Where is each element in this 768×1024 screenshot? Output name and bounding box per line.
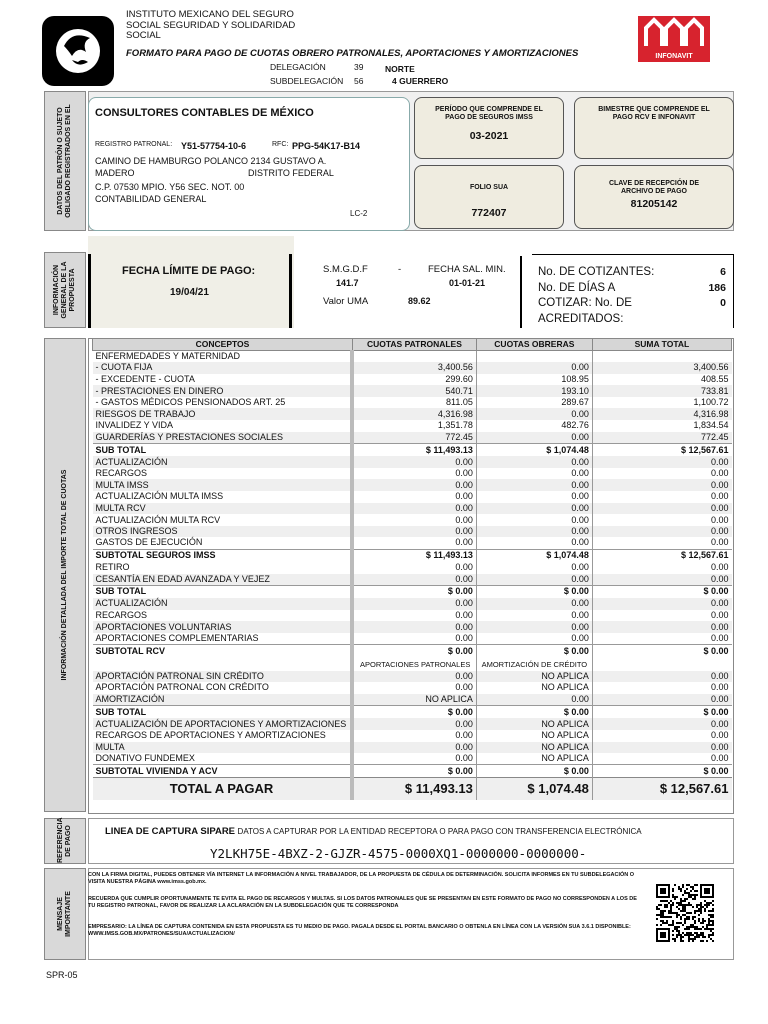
concept-cell: INVALIDEZ Y VIDA — [93, 420, 353, 432]
amount-cell: 289.67 — [476, 397, 592, 409]
concept-cell: MULTA RCV — [93, 503, 353, 515]
uma-value: 89.62 — [408, 296, 431, 306]
amount-cell: 733.81 — [592, 385, 731, 397]
concept-cell: - GASTOS MÉDICOS PENSIONADOS ART. 25 — [93, 397, 353, 409]
amount-cell: $ 0.00 — [592, 645, 731, 658]
concept-cell: RECARGOS — [93, 610, 353, 622]
amount-cell: $ 0.00 — [592, 585, 731, 598]
table-row — [93, 374, 732, 386]
amount-cell: 0.00 — [476, 562, 592, 574]
table-row — [93, 526, 732, 538]
amount-cell: 1,351.78 — [352, 420, 476, 432]
amount-cell: NO APLICA — [476, 730, 592, 742]
amount-cell — [476, 351, 592, 363]
amount-cell: 0.00 — [476, 456, 592, 468]
amount-cell: $ 12,567.61 — [592, 778, 731, 800]
message-paragraph: RECUERDA QUE CUMPLIR OPORTUNAMENTE TE EVITA EL PAGO DE RECARGOS Y MULTAS. SI LOS DATOS PATRONALES QUE SE PRESENTAN EN ESTE FORMATO DE PAGO NO CORRESPONDEN A LOS DE TU REGISTRO PATRONAL, FAVOR DE REALIZAR LA ACLARACIÓN EN LA SUBDELEGACIÓN QUE TE CORRESPONDA — [88, 896, 637, 909]
amount-cell: 3,400.56 — [592, 362, 731, 374]
table-row — [93, 362, 732, 374]
amount-cell: 0.00 — [476, 491, 592, 503]
amount-cell: 772.45 — [352, 432, 476, 444]
amount-cell: 811.05 — [352, 397, 476, 409]
side-label-general: INFORMACIÓN GENERAL DE LA PROPUESTA — [44, 252, 86, 328]
amount-cell: NO APLICA — [476, 753, 592, 765]
amount-cell: NO APLICA — [476, 718, 592, 730]
concept-cell: OTROS INGRESOS — [93, 526, 353, 538]
amount-cell: 0.00 — [352, 562, 476, 574]
subdelegacion-label: SUBDELEGACIÓN — [270, 76, 344, 86]
periodo-value: 03-2021 — [469, 130, 509, 142]
lc-code: LC-2 — [350, 209, 368, 218]
amount-cell: $ 0.00 — [352, 585, 476, 598]
footer-code: SPR-05 — [46, 970, 78, 980]
clave-box — [574, 165, 734, 229]
amount-cell: 0.00 — [476, 514, 592, 526]
dias-value: 186 — [708, 282, 726, 294]
smgdf-value: 141.7 — [336, 278, 359, 288]
amount-cell: 0.00 — [352, 671, 476, 683]
delegacion-label: DELEGACIÓN — [270, 62, 326, 72]
fecha-limite-value: 19/04/21 — [170, 287, 209, 298]
table-row — [93, 742, 732, 754]
amount-cell: 0.00 — [352, 633, 476, 645]
amount-cell: 0.00 — [592, 598, 731, 610]
concept-cell: ACTUALIZACIÓN — [93, 598, 353, 610]
amount-cell: 540.71 — [352, 385, 476, 397]
subtotal-row — [93, 549, 732, 562]
bimestre-label: BIMESTRE QUE COMPRENDE EL PAGO RCV E INFONAVIT — [598, 106, 710, 121]
table-row — [93, 621, 732, 633]
delegacion-num: 39 — [354, 62, 364, 72]
table-row — [93, 682, 732, 694]
amount-cell: 0.00 — [592, 718, 731, 730]
qr-code-icon — [656, 884, 714, 942]
concept-cell: APORTACIÓN PATRONAL SIN CRÉDITO — [93, 671, 353, 683]
rfc-value: PPG-54K17-B14 — [292, 141, 361, 151]
side-label-detalle: INFORMACIÓN DETALLADA DEL IMPORTE TOTAL DE CUOTAS — [44, 338, 86, 812]
amount-cell: AMORTIZACIÓN DE CRÉDITO — [476, 658, 592, 671]
institution-line: SOCIAL — [126, 30, 161, 41]
form-title: FORMATO PARA PAGO DE CUOTAS OBRERO PATRONALES, APORTACIONES Y AMORTIZACIONES — [126, 48, 579, 59]
table-row — [93, 408, 732, 420]
amount-cell: $ 0.00 — [476, 645, 592, 658]
amount-cell: NO APLICA — [476, 682, 592, 694]
concept-cell: GUARDERÍAS Y PRESTACIONES SOCIALES — [93, 432, 353, 444]
table-row — [93, 730, 732, 742]
cotizantes-label: No. DE COTIZANTES: — [538, 266, 655, 278]
concept-cell: TOTAL A PAGAR — [93, 778, 353, 800]
amount-cell: NO APLICA — [476, 671, 592, 683]
cotizantes-value: 6 — [720, 266, 726, 278]
message-paragraph: EMPRESARIO: LA LÍNEA DE CAPTURA CONTENIDA EN ESTA PROPUESTA ES TU MEDIO DE PAGO. PAGALA DESDE EL PORTAL BANCARIO O OBTENLA EN LÍNEA CON LA VERSIÓN SUA 3.6.1 DISPONIBLE: WWW.IMSS.GOB.MX/PATRONES/SUA/ACTUALIZACION/ — [88, 924, 631, 937]
cotizar-value: 0 — [720, 297, 726, 309]
amount-cell: 0.00 — [352, 598, 476, 610]
amount-cell: 0.00 — [352, 456, 476, 468]
amount-cell: 0.00 — [352, 742, 476, 754]
folio-label: FOLIO SUA — [469, 184, 509, 191]
concept-cell: APORTACIONES COMPLEMENTARIAS — [93, 633, 353, 645]
amount-cell: 0.00 — [592, 503, 731, 515]
table-row — [93, 503, 732, 515]
col-header: SUMA TOTAL — [592, 339, 731, 351]
amount-cell: 0.00 — [476, 432, 592, 444]
table-row — [93, 514, 732, 526]
amount-cell: 0.00 — [592, 742, 731, 754]
smgdf-dash: - — [398, 264, 402, 275]
amount-cell: $ 11,493.13 — [352, 443, 476, 456]
amount-cell: 0.00 — [710, 491, 729, 502]
amount-cell: 0.00 — [592, 671, 731, 683]
imss-logo — [42, 16, 114, 86]
amount-cell: 0.00 — [710, 753, 729, 764]
amount-cell: $ 1,074.48 — [476, 443, 592, 456]
table-row — [93, 491, 732, 503]
amount-cell: 0.00 — [710, 562, 729, 573]
amount-cell: 0.00 — [352, 468, 476, 480]
bimestre-box — [574, 97, 734, 159]
table-row — [93, 479, 732, 491]
fecha-sal-label: FECHA SAL. MIN. — [428, 264, 506, 275]
captura-code[interactable]: Y2LKH75E-4BXZ-2-GJZR-4575-0000XQ1-0000000-0000000- — [210, 846, 587, 861]
delegacion-name: NORTE — [385, 64, 415, 74]
col-header: CUOTAS OBRERAS — [476, 339, 592, 351]
total-row — [93, 778, 732, 800]
concept-cell: MULTA — [93, 742, 353, 754]
amount-cell: $ 0.00 — [352, 765, 476, 778]
amount-cell: 4,316.98 — [592, 408, 731, 420]
amount-cell — [592, 351, 731, 363]
side-label-captura: REFERENCIA DE PAGO — [44, 818, 86, 864]
institution-name — [126, 10, 295, 42]
side-label-patron: DATOS DEL PATRÓN O SUJETO OBLIGADO REGISTRADOS EN EL — [44, 91, 86, 231]
amount-cell: $ 0.00 — [592, 705, 731, 718]
amount-cell: 0.00 — [352, 491, 476, 503]
table-row — [93, 753, 732, 765]
amount-cell: 0.00 — [352, 621, 476, 633]
amount-cell: 0.00 — [592, 526, 731, 538]
company-name: CONSULTORES CONTABLES DE MÉXICO — [95, 107, 314, 119]
amount-cell: 0.00 — [710, 514, 729, 525]
concept-cell: SUB TOTAL — [93, 585, 353, 598]
amount-cell: 0.00 — [710, 730, 729, 741]
amount-cell: $ 12,567.61 — [592, 549, 731, 562]
amount-cell: $ 11,493.13 — [352, 549, 476, 562]
infonavit-house-icon — [638, 16, 710, 52]
amount-cell — [592, 658, 731, 671]
concept-cell: ACTUALIZACIÓN MULTA RCV — [93, 514, 353, 526]
smgdf-label: S.M.G.D.F — [323, 264, 368, 275]
captura-title: LINEA DE CAPTURA SIPARE — [105, 826, 236, 837]
clave-label: CLAVE DE RECEPCIÓN DE ARCHIVO DE PAGO — [608, 180, 700, 195]
folio-box — [414, 165, 564, 229]
amount-cell: 4,316.98 — [352, 408, 476, 420]
table-row — [93, 562, 732, 574]
amount-cell: $ 0.00 — [476, 585, 592, 598]
concept-cell: APORTACIÓN PATRONAL CON CRÉDITO — [93, 682, 353, 694]
amount-cell: 3,400.56 — [352, 362, 476, 374]
subdelegacion-num: 56 — [354, 76, 364, 86]
amount-cell: 0.00 — [476, 503, 592, 515]
side-label-mensaje: MENSAJE IMPORTANTE — [44, 868, 86, 960]
amount-cell: 0.00 — [352, 503, 476, 515]
concept-cell: CESANTÍA EN EDAD AVANZADA Y VEJEZ — [93, 574, 353, 586]
amount-cell: $ 0.00 — [476, 765, 592, 778]
amount-cell: 0.00 — [710, 468, 729, 479]
amount-cell: 0.00 — [352, 514, 476, 526]
concept-cell: APORTACIONES VOLUNTARIAS — [93, 621, 353, 633]
concept-cell — [93, 658, 353, 671]
concept-cell: - EXCEDENTE - CUOTA — [93, 374, 353, 386]
captura-subtitle: DATOS A CAPTURAR POR LA ENTIDAD RECEPTORA O PARA PAGO CON TRANSFERENCIA ELECTRÓNICA — [237, 827, 642, 836]
amount-cell: 0.00 — [476, 526, 592, 538]
address-line: DISTRITO FEDERAL — [248, 168, 334, 178]
amount-cell: 0.00 — [710, 633, 729, 644]
table-row — [93, 468, 732, 480]
concept-cell: MULTA IMSS — [93, 479, 353, 491]
infonavit-logo — [638, 16, 710, 62]
table-row — [93, 385, 732, 397]
reg-value: Y51-57754-10-6 — [181, 141, 247, 151]
amount-cell: 0.00 — [352, 526, 476, 538]
table-header — [93, 339, 732, 351]
concept-cell: AMORTIZACIÓN — [93, 694, 353, 706]
message-paragraph: CON LA FIRMA DIGITAL, PUEDES OBTENER VÍA INTERNET LA INFORMACIÓN A NIVEL TRABAJADOR, DE LA PROPUESTA DE CÉDULA DE DETERMINACIÓN. SOLICITA INFORMES EN TU SUBDELEGACIÓN O VISITA NUESTRA PÁGINA www.imss.gob.mx. — [88, 872, 635, 885]
amount-cell: 0.00 — [352, 574, 476, 586]
concepts-table — [92, 338, 732, 800]
amount-cell: 0.00 — [476, 610, 592, 622]
amount-cell: 0.00 — [476, 479, 592, 491]
address-line: CONTABILIDAD GENERAL — [95, 194, 207, 204]
address-line: C.P. 07530 MPIO. Y56 SEC. NOT. 00 — [95, 182, 245, 192]
clave-value: 81205142 — [630, 198, 678, 210]
fecha-sal-value: 01-01-21 — [449, 278, 486, 288]
concept-cell: SUBTOTAL SEGUROS IMSS — [93, 549, 353, 562]
amount-cell: 0.00 — [710, 682, 729, 693]
amount-cell: 0.00 — [352, 718, 476, 730]
amount-cell: 0.00 — [352, 753, 476, 765]
concept-cell: SUBTOTAL VIVIENDA Y ACV — [93, 765, 353, 778]
amount-cell: $ 0.00 — [592, 765, 731, 778]
amount-cell: $ 11,493.13 — [352, 778, 476, 800]
divider — [520, 256, 522, 328]
amount-cell: 0.00 — [710, 537, 729, 548]
amount-cell: 108.95 — [476, 374, 592, 386]
subtotal-row — [93, 765, 732, 778]
amount-cell: 0.00 — [352, 730, 476, 742]
amount-cell: 0.00 — [352, 610, 476, 622]
amount-cell: $ 1,074.48 — [476, 778, 592, 800]
periodo-label: PERÍODO QUE COMPRENDE EL PAGO DE SEGUROS IMSS — [435, 106, 543, 121]
amount-cell: 0.00 — [476, 468, 592, 480]
address-line: CAMINO DE HAMBURGO POLANCO 2134 GUSTAVO A. — [95, 156, 327, 166]
amount-cell: 0.00 — [476, 362, 592, 374]
amount-cell: $ 0.00 — [352, 645, 476, 658]
amount-cell: NO APLICA — [476, 742, 592, 754]
folio-value: 772407 — [471, 207, 507, 219]
concept-cell: - CUOTA FIJA — [93, 362, 353, 374]
subdelegacion-name: 4 GUERRERO — [392, 76, 449, 86]
table-row — [93, 694, 732, 706]
institution-line: SOCIAL SEGURIDAD Y SOLIDARIDAD — [126, 19, 296, 31]
concept-cell: SUB TOTAL — [93, 443, 353, 456]
amount-cell: 0.00 — [352, 682, 476, 694]
concept-cell: SUBTOTAL RCV — [93, 645, 353, 658]
infonavit-label: INFONAVIT — [655, 53, 693, 60]
amount-cell: 0.00 — [476, 408, 592, 420]
table-row — [93, 598, 732, 610]
amount-cell: $ 0.00 — [352, 705, 476, 718]
subtotal-row — [93, 645, 732, 658]
acreditados-label: ACREDITADOS: — [538, 313, 624, 325]
amount-cell: APORTACIONES PATRONALES — [352, 658, 476, 671]
amount-cell: $ 0.00 — [476, 705, 592, 718]
concept-cell: GASTOS DE EJECUCIÓN — [93, 537, 353, 549]
subtotal-row — [93, 705, 732, 718]
reg-label: REGISTRO PATRONAL: — [95, 141, 173, 148]
concept-cell: ENFERMEDADES Y MATERNIDAD — [93, 351, 353, 363]
amount-cell: 0.00 — [352, 537, 476, 549]
amount-cell: 0.00 — [476, 598, 592, 610]
amount-cell: 1,834.54 — [693, 420, 729, 431]
concept-cell: RETIRO — [93, 562, 353, 574]
concept-cell: RECARGOS DE APORTACIONES Y AMORTIZACIONES — [93, 730, 353, 742]
concept-cell: SUB TOTAL — [93, 705, 353, 718]
rfc-label: RFC: — [272, 141, 289, 148]
amount-cell: 193.10 — [476, 385, 592, 397]
amount-cell: 0.00 — [476, 694, 592, 706]
table-row — [93, 658, 732, 671]
concept-cell: RIESGOS DE TRABAJO — [93, 408, 353, 420]
concept-cell: ACTUALIZACIÓN DE APORTACIONES Y AMORTIZACIONES — [93, 718, 353, 730]
table-row — [93, 633, 732, 645]
concept-cell: ACTUALIZACIÓN — [93, 456, 353, 468]
subtotal-row — [93, 443, 732, 456]
concept-cell: RECARGOS — [93, 468, 353, 480]
amount-cell: $ 12,567.61 — [592, 443, 731, 456]
amount-cell: $ 1,074.48 — [476, 549, 592, 562]
concept-cell: - PRESTACIONES EN DINERO — [93, 385, 353, 397]
amount-cell: 0.00 — [592, 456, 731, 468]
amount-cell: 0.00 — [476, 537, 592, 549]
table-row — [93, 397, 732, 409]
eagle-logo-icon — [42, 16, 114, 86]
address-line: MADERO — [95, 168, 135, 178]
cotizar-label: COTIZAR: No. DE — [538, 297, 632, 309]
col-header: CONCEPTOS — [93, 339, 353, 351]
table-row — [93, 351, 732, 363]
fecha-limite-label: FECHA LÍMITE DE PAGO: — [122, 265, 256, 277]
amount-cell: 0.00 — [592, 479, 731, 491]
uma-label: Valor UMA — [323, 296, 369, 307]
amount-cell: 1,100.72 — [693, 397, 729, 408]
amount-cell: 0.00 — [592, 694, 731, 706]
amount-cell: 772.45 — [592, 432, 731, 444]
amount-cell: 408.55 — [700, 373, 729, 384]
amount-cell: 0.00 — [592, 574, 731, 586]
table-row — [93, 420, 732, 432]
table-row — [93, 432, 732, 444]
institution-line: INSTITUTO MEXICANO DEL SEGURO — [126, 9, 294, 20]
amount-cell — [352, 351, 476, 363]
amount-cell: 0.00 — [476, 574, 592, 586]
concept-cell: ACTUALIZACIÓN MULTA IMSS — [93, 491, 353, 503]
periodo-box — [414, 97, 564, 159]
table-row — [93, 456, 732, 468]
table-row — [93, 574, 732, 586]
amount-cell: 299.60 — [352, 374, 476, 386]
concept-cell: DONATIVO FUNDEMEX — [93, 753, 353, 765]
table-row — [93, 537, 732, 549]
amount-cell: 0.00 — [476, 621, 592, 633]
amount-cell: 0.00 — [352, 479, 476, 491]
dias-label: No. DE DÍAS A — [538, 282, 616, 294]
amount-cell: 0.00 — [710, 610, 729, 621]
captura-title-row — [105, 826, 642, 837]
subtotal-row — [93, 585, 732, 598]
table-row — [93, 718, 732, 730]
amount-cell: NO APLICA — [352, 694, 476, 706]
amount-cell: 482.76 — [476, 420, 592, 432]
amount-cell: 0.00 — [476, 633, 592, 645]
amount-cell: 0.00 — [592, 621, 731, 633]
col-header: CUOTAS PATRONALES — [352, 339, 476, 351]
table-row — [93, 671, 732, 683]
table-row — [93, 610, 732, 622]
